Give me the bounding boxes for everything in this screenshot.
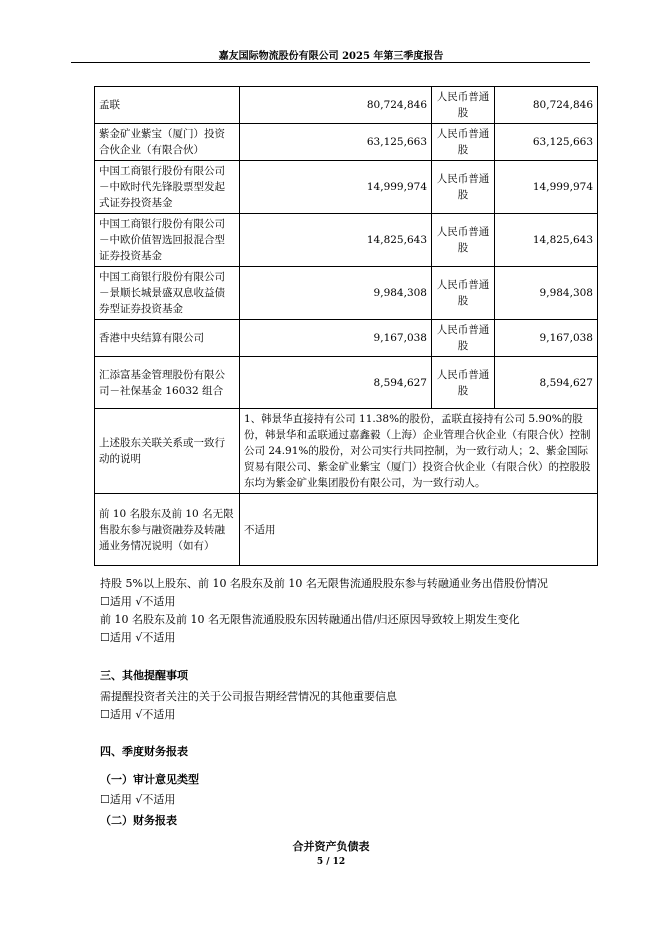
share-type: 人民币普通股 [432, 214, 495, 267]
holder-name: 香港中央结算有限公司 [95, 320, 240, 357]
relation-label: 上述股东关联关系或一致行动的说明 [95, 409, 240, 494]
share-count: 14,825,643 [495, 214, 598, 267]
table-row [95, 494, 598, 566]
share-count: 9,984,308 [495, 267, 598, 320]
section-3-option: ☐适用 √不适用 [100, 708, 176, 721]
share-count: 9,167,038 [495, 320, 598, 357]
holder-shares: 80,724,846 [240, 87, 432, 124]
holder-name: 汇添富基金管理股份有限公司－社保基金 16032 组合 [95, 357, 240, 409]
table-row [95, 267, 598, 320]
audit-opinion-heading: （一）审计意见类型 [100, 773, 199, 786]
lending-option: ☐适用 √不适用 [100, 595, 176, 608]
relation-text: 1、韩景华直接持有公司 11.38%的股份，孟联直接持有公司 5.90%的股份，韩景华和孟联通过嘉鑫毅（上海）企业管理合伙企业（有限合伙）控制公司 24.91%的股份，对公司实行共同控制，为一致行动人；2、紫金国际贸易有限公司、紫金矿业紫宝（厦门）投资合伙企业（有限合伙）的控股股东均为紫金矿业集团股份有限公司，为一致行动人。 [240, 409, 598, 494]
audit-opinion-option: ☐适用 √不适用 [100, 793, 176, 806]
share-type: 人民币普通股 [432, 320, 495, 357]
lending-note: 持股 5%以上股东、前 10 名股东及前 10 名无限售流通股股东参与转融通业务出借股份情况 [100, 577, 548, 590]
section-3-title: 三、其他提醒事项 [100, 669, 188, 682]
share-type: 人民币普通股 [432, 357, 495, 409]
page-number: 5 / 12 [316, 857, 346, 867]
report-header: 嘉友国际物流股份有限公司 2025 年第三季度报告 [218, 51, 444, 62]
balance-sheet-title: 合并资产负债表 [292, 840, 370, 853]
header-divider [71, 62, 590, 63]
table-row [95, 87, 598, 124]
table-row [95, 124, 598, 161]
share-count: 14,999,974 [495, 161, 598, 214]
holder-shares: 14,999,974 [240, 161, 432, 214]
share-count: 8,594,627 [495, 357, 598, 409]
share-count: 63,125,663 [495, 124, 598, 161]
change-option: ☐适用 √不适用 [100, 631, 176, 644]
table-row [95, 357, 598, 409]
table-row [95, 214, 598, 267]
share-type: 人民币普通股 [432, 124, 495, 161]
change-note: 前 10 名股东及前 10 名无限售流通股股东因转融通出借/归还原因导致较上期发生变化 [100, 613, 520, 626]
share-count: 80,724,846 [495, 87, 598, 124]
table-row [95, 409, 598, 494]
holder-name: 中国工商银行股份有限公司－中欧时代先锋股票型发起式证券投资基金 [95, 161, 240, 214]
financial-statements-heading: （二）财务报表 [100, 814, 177, 827]
holder-shares: 9,984,308 [240, 267, 432, 320]
margin-text: 不适用 [240, 494, 598, 566]
holder-shares: 8,594,627 [240, 357, 432, 409]
holder-name: 孟联 [95, 87, 240, 124]
margin-label: 前 10 名股东及前 10 名无限售股东参与融资融券及转融通业务情况说明（如有） [95, 494, 240, 566]
holder-name: 紫金矿业紫宝（厦门）投资合伙企业（有限合伙） [95, 124, 240, 161]
share-type: 人民币普通股 [432, 161, 495, 214]
holder-shares: 14,825,643 [240, 214, 432, 267]
holder-name: 中国工商银行股份有限公司－中欧价值智选回报混合型证券投资基金 [95, 214, 240, 267]
share-type: 人民币普通股 [432, 267, 495, 320]
table-row [95, 320, 598, 357]
shareholders-table [94, 86, 598, 566]
section-3-text: 需提醒投资者关注的关于公司报告期经营情况的其他重要信息 [100, 690, 397, 703]
holder-name: 中国工商银行股份有限公司－景顺长城景盛双息收益债券型证券投资基金 [95, 267, 240, 320]
share-type: 人民币普通股 [432, 87, 495, 124]
table-row [95, 161, 598, 214]
section-4-title: 四、季度财务报表 [100, 745, 188, 758]
holder-shares: 63,125,663 [240, 124, 432, 161]
holder-shares: 9,167,038 [240, 320, 432, 357]
